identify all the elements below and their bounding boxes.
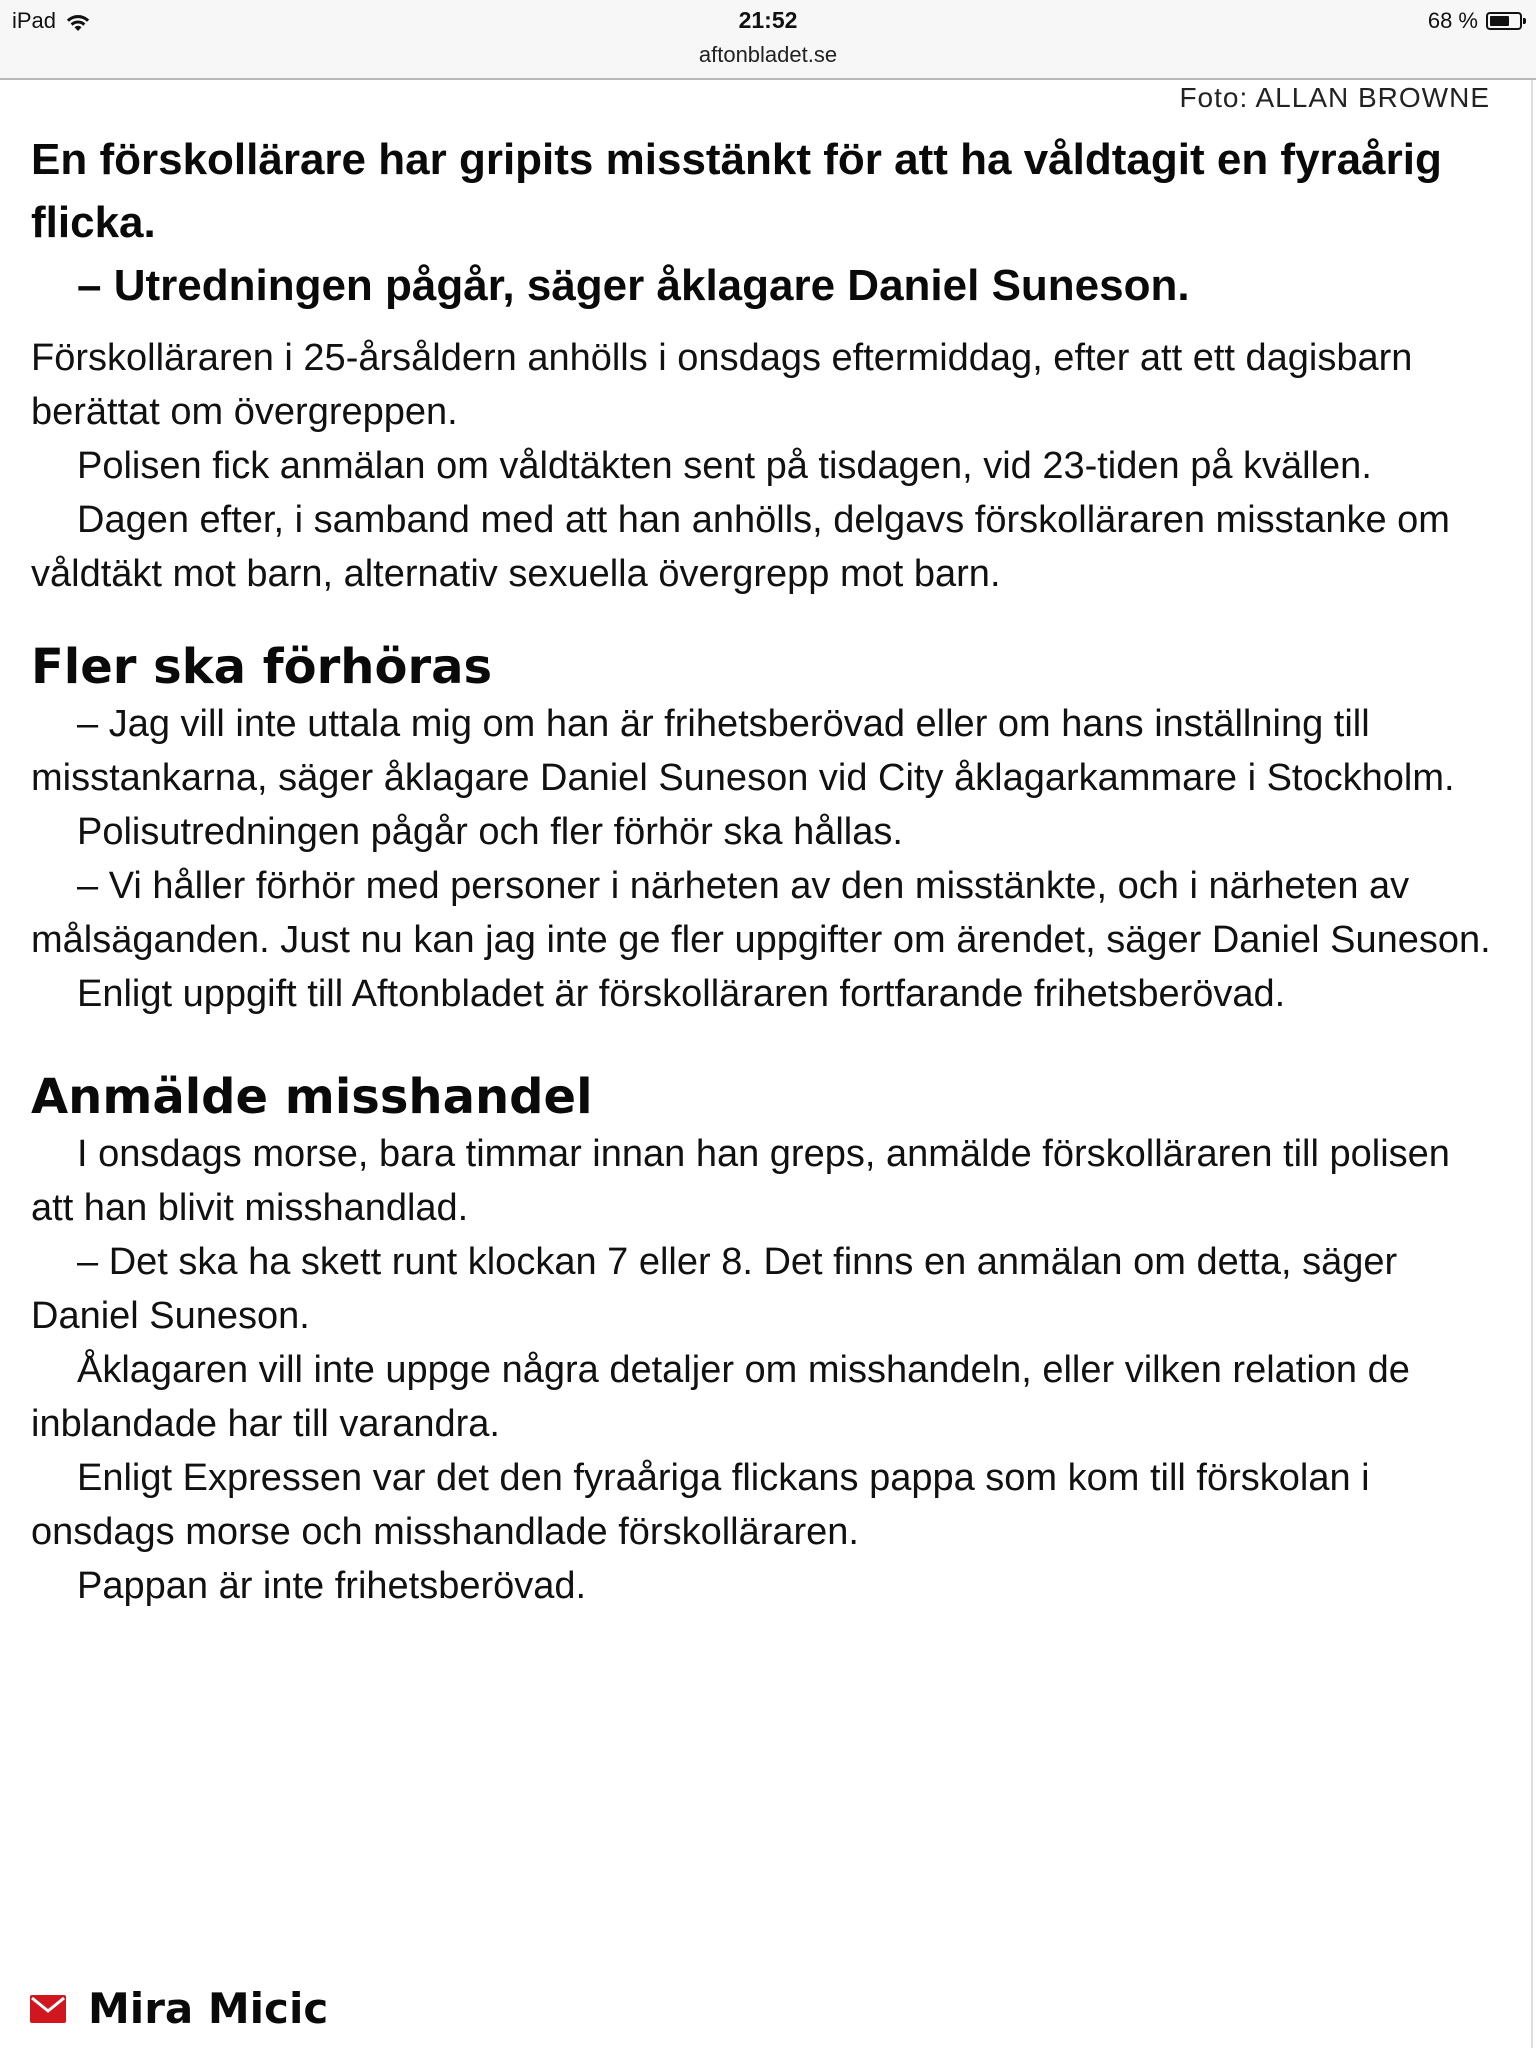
article-body [31,128,1501,1613]
paragraph: I onsdags morse, bara timmar innan han greps, anmälde förskolläraren till polisen att han blivit misshandlad. [31,1133,1450,1229]
paragraph: Åklagaren vill inte uppge några detaljer om misshandeln, eller vilken relation de inblandade har till varandra. [31,1349,1410,1445]
section-paragraphs [31,1127,1501,1613]
lead-quote: – Utredningen pågår, säger åklagare Daniel Suneson. [77,261,1190,310]
url-bar[interactable]: aftonbladet.se [698,42,838,67]
author-byline[interactable] [30,1984,328,2033]
section-heading: Fler ska förhöras [31,639,493,695]
battery-fill [1490,16,1509,26]
paragraph: Polisen fick anmälan om våldtäkten sent på tisdagen, vid 23-tiden på kvällen. [77,445,1372,487]
paragraph: Enligt uppgift till Aftonbladet är förskolläraren fortfarande frihetsberövad. [77,973,1286,1015]
paragraph: Förskolläraren i 25-årsåldern anhölls i onsdags eftermiddag, efter att ett dagisbarn berättat om övergreppen. [31,337,1413,433]
paragraph: – Vi håller förhör med personer i närheten av den misstänkte, och i närheten av målsäganden. Just nu kan jag inte ge fler uppgifter om ärendet, säger Daniel Suneson. [31,865,1491,961]
section-paragraphs [31,697,1501,1021]
lead-text: En förskollärare har gripits misstänkt för att ha våldtagit en fyraårig flicka. [31,135,1442,247]
intro-paragraphs [31,331,1501,601]
battery-body [1486,12,1522,30]
battery-percent: 68 % [1427,8,1478,33]
paragraph: – Det ska ha skett runt klockan 7 eller 8. Det finns en anmälan om detta, säger Daniel Suneson. [31,1241,1398,1337]
mail-icon[interactable] [30,1995,66,2023]
paragraph: Pappan är inte frihetsberövad. [77,1565,587,1607]
paragraph: Dagen efter, i samband med att han anhölls, delgavs förskolläraren misstanke om våldtäkt mot barn, alternativ sexuella övergrepp mot barn. [31,499,1450,595]
paragraph: Polisutredningen pågår och fler förhör ska hållas. [77,811,903,853]
photo-credit: Foto: ALLAN BROWNE [1179,82,1490,113]
device-label: iPad [12,8,57,33]
status-right [1428,8,1526,34]
status-bar [0,0,1536,80]
author-name[interactable]: Mira Micic [88,1984,329,2033]
paragraph: – Jag vill inte uttala mig om han är frihetsberövad eller om hans inställning till misstankarna, säger åklagare Daniel Suneson vid City åklagarkammare i Stockholm. [31,703,1455,799]
paragraph: Enligt Expressen var det den fyraåriga flickans pappa som kom till förskolan i onsdags morse och misshandlade förskolläraren. [31,1457,1370,1553]
article-lead [31,128,1501,317]
battery-tip [1523,18,1526,24]
battery-icon [1486,12,1526,30]
section-heading: Anmälde misshandel [31,1069,593,1125]
scroll-edge [1531,80,1533,2048]
clock: 21:52 [738,7,798,33]
